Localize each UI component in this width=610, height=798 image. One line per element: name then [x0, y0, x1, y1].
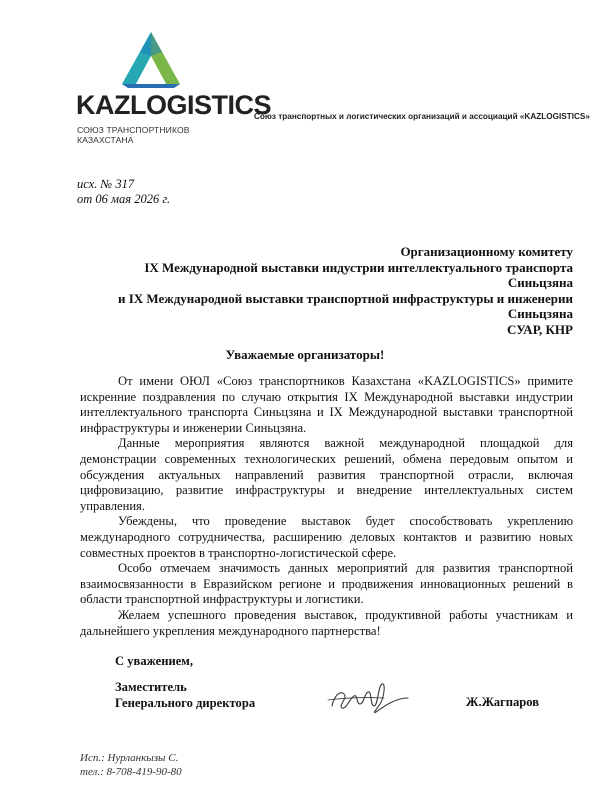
- addressee-line: IX Международной выставки индустрии интеллектуального транспорта Синьцзяна: [144, 259, 573, 291]
- body-paragraph: Особо отмечаем значимость данных мероприятий для развития транспортной взаимосвязанности в Евразийском регионе и продвижения инновационных решений в области транспортной инфраструктуры и логистики.: [80, 561, 573, 607]
- reference-number: исх. № 317: [77, 177, 135, 191]
- signer-position: [115, 680, 255, 711]
- position-line: Генерального директора: [115, 695, 256, 710]
- letterhead: [0, 0, 610, 150]
- executor-name: Исп.: Нурланкызы С.: [80, 752, 179, 764]
- reference-date: от 06 мая 2026 г.: [77, 192, 171, 206]
- outgoing-reference: [77, 177, 170, 207]
- body-paragraph: Данные мероприятия являются важной международной площадкой для демонстрации современных технологических решений, обмена передовым опытом и обсуждения актуальных направлений развития транспортной отрасли, включая цифровизацию, развитие инфраструктуры и внедрение интеллектуальных систем управления.: [80, 436, 573, 513]
- addressee-line: и IX Международной выставки транспортной инфраструктуры и инженерии: [117, 290, 573, 306]
- addressee-line: Организационному комитету: [400, 244, 573, 259]
- handwritten-signature-icon: [324, 676, 412, 718]
- executor-phone: тел.: 8-708-419-90-80: [80, 765, 182, 778]
- organization-full-name: Союз транспортных и логистических организаций и ассоциаций «KAZLOGISTICS»: [254, 112, 590, 121]
- executor-block: [80, 752, 182, 779]
- salutation: Уважаемые организаторы!: [225, 347, 385, 362]
- brand-subtitle: СОЮЗ ТРАНСПОРТНИКОВ КАЗАХСТАНА: [77, 125, 190, 145]
- brand-name: KAZLOGISTICS: [76, 90, 271, 120]
- position-line: Заместитель: [115, 680, 187, 694]
- body-paragraph: Убеждены, что проведение выставок будет способствовать укреплению международного сотрудничества, расширению деловых контактов и развитию новых совместных проектов в транспортно-логистической сфере.: [80, 514, 573, 560]
- addressee-line: СУАР, КНР: [507, 321, 573, 337]
- addressee-line: Синьцзяна: [507, 306, 573, 322]
- body-paragraph: От имени ОЮЛ «Союз транспортников Казахстана «KAZLOGISTICS» примите искренние поздравления по случаю открытия IX Международной выставки индустрии интеллектуального транспорта Синьцзяна и IX Международной выставки транспортной инфраструктуры и инженерии Синьцзяна.: [80, 374, 573, 435]
- body-paragraph: Желаем успешного проведения выставок, продуктивной работы участникам и дальнейшего укрепления международного партнерства!: [80, 607, 573, 638]
- closing-regards: С уважением,: [115, 654, 194, 668]
- letter-body: [80, 374, 573, 639]
- signer-name: Ж.Жагпаров: [466, 695, 540, 709]
- addressee-block: [80, 244, 573, 338]
- triangle-logo-icon: [122, 32, 180, 88]
